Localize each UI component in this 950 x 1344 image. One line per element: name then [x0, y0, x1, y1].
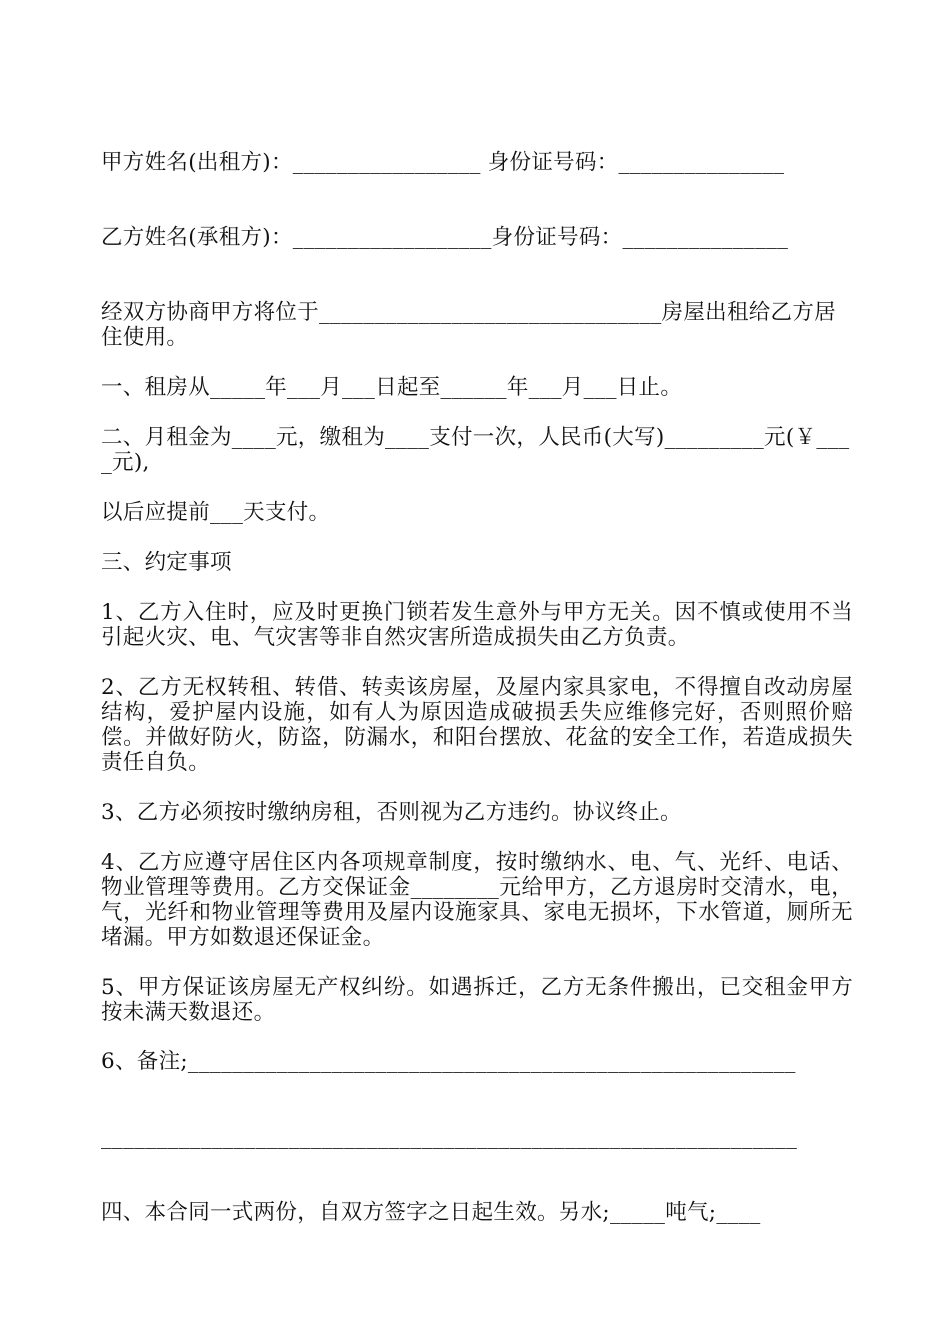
- clause-rent-amount: 二、月租金为____元，缴租为____支付一次，人民币(大写)_________元(￥____元),: [101, 425, 850, 475]
- remarks-blank-line: _______________________________________________________________: [101, 1125, 798, 1150]
- term-4: 4、乙方应遵守居住区内各项规章制度，按时缴纳水、电、气、光纤、电话、物业管理等费用。乙方交保证金________元给甲方，乙方退房时交清水，电，气，光纤和物业管理等费用及屋内设施家具、家电无损坏，下水管道，厕所无堵漏。甲方如数退还保证金。: [101, 850, 853, 950]
- term-5: 5、甲方保证该房屋无产权纠纷。如遇拆迁，乙方无条件搬出，已交租金甲方按未满天数退还。: [101, 975, 853, 1025]
- term-2: 2、乙方无权转租、转借、转卖该房屋，及屋内家具家电，不得擅自改动房屋结构，爱护屋内设施，如有人为原因造成破损丢失应维修完好，否则照价赔偿。并做好防火，防盗，防漏水，和阳台摆放、花盆的安全工作，若造成损失责任自负。: [101, 675, 853, 775]
- term-1: 1、乙方入住时，应及时更换门锁若发生意外与甲方无关。因不慎或使用不当引起火灾、电、气灾害等非自然灾害所造成损失由乙方负责。: [101, 600, 853, 650]
- property-location-clause: 经双方协商甲方将位于_______________________________房屋出租给乙方居住使用。: [101, 300, 836, 350]
- clause-rental-period: 一、租房从_____年___月___日起至______年___月___日止。: [101, 375, 683, 400]
- payment-advance-line: 以后应提前___天支付。: [101, 500, 331, 525]
- term-6-remarks: 6、备注;_______________________________________________________: [101, 1049, 796, 1074]
- clause-copies-effective: 四、本合同一式两份，自双方签字之日起生效。另水;_____吨气;____: [101, 1200, 761, 1225]
- term-3: 3、乙方必须按时缴纳房租，否则视为乙方违约。协议终止。: [101, 800, 682, 825]
- tenant-name-line: 乙方姓名(承租方)：__________________身份证号码：_______________: [101, 225, 789, 250]
- landlord-name-line: 甲方姓名(出租方)：_________________ 身份证号码：_______________: [101, 150, 785, 175]
- section-heading-terms: 三、约定事项: [101, 550, 232, 575]
